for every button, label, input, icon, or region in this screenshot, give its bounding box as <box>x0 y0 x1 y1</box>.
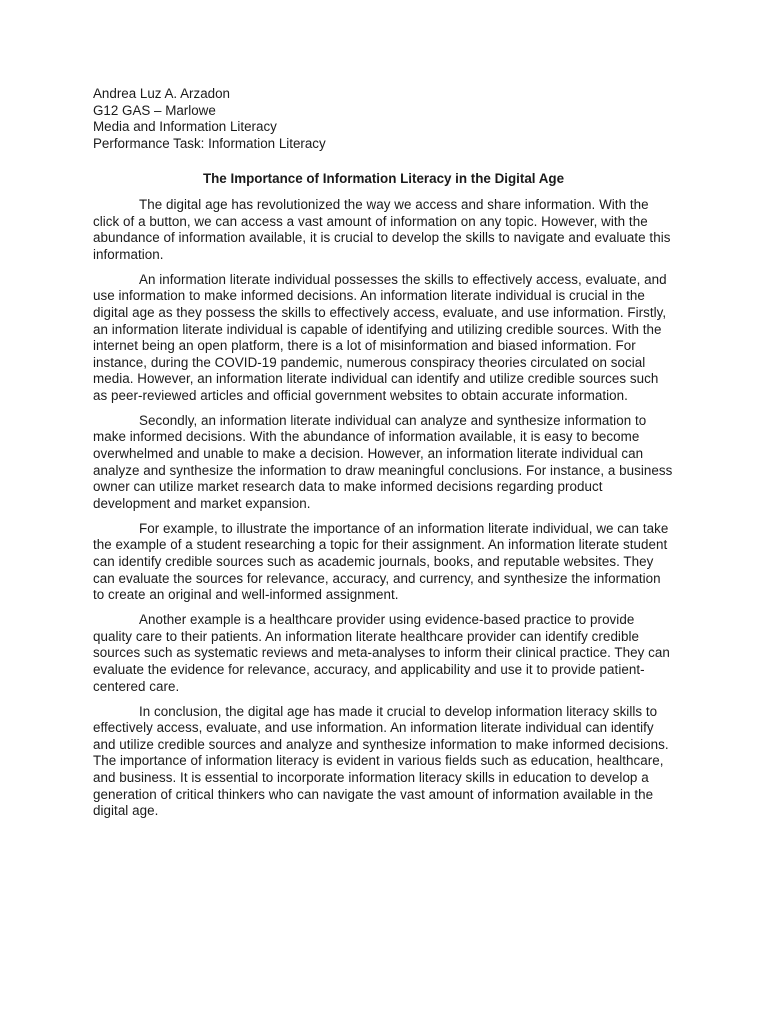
task-name: Performance Task: Information Literacy <box>93 135 326 151</box>
class-section: G12 GAS – Marlowe <box>93 102 216 118</box>
subject-name: Media and Information Literacy <box>93 119 277 135</box>
paragraph-conclusion: In conclusion, the digital age has made it crucial to develop information literacy skills to effectively access, evaluate, and use information. An information literate individual can identify and utilize credible sources and analyze and synthesize information to make informed decisions. The importance of information literacy is evident in various fields such as education, healthcare, and business. It is essential to incorporate information literacy skills in education to develop a generation of critical thinkers who can navigate the vast amount of information available in the digital age. <box>93 703 669 819</box>
paragraph-intro: The digital age has revolutionized the way we access and share information. With the click of a button, we can access a vast amount of information on any topic. However, with the abundance of information available, it is crucial to develop the skills to navigate and evaluate this information. <box>93 196 671 262</box>
paragraph-credible-sources: An information literate individual possesses the skills to effectively access, evaluate, and use information to make informed decisions. An information literate individual is crucial in the digital age as they possess the skills to effectively access, evaluate, and use information. Firstly, an information literate individual is capable of identifying and utilizing credible sources. With the internet being an open platform, there is a lot of misinformation and biased information. For instance, during the COVID-19 pandemic, numerous conspiracy theories circulated on social media. However, an information literate individual can identify and utilize credible sources such as peer-reviewed articles and official government websites to obtain accurate information. <box>93 271 667 403</box>
paragraph-student-example: For example, to illustrate the importance of an information literate individual, we can take the example of a student researching a topic for their assignment. An information literate student can identify credible sources such as academic journals, books, and reputable websites. They can evaluate the sources for relevance, accuracy, and currency, and synthesize the information to create an original and well-informed assignment. <box>93 520 669 603</box>
author-name: Andrea Luz A. Arzadon <box>93 86 230 101</box>
document-header <box>93 86 674 152</box>
document-body <box>93 197 674 820</box>
paragraph-analyze-synthesize: Secondly, an information literate individual can analyze and synthesize information to make informed decisions. With the abundance of information available, it is easy to become overwhelmed and unable to make a decision. However, an information literate individual can analyze and synthesize the information to draw meaningful conclusions. For instance, a business owner can utilize market research data to make informed decisions regarding product development and market expansion. <box>93 412 673 511</box>
paragraph-healthcare-example: Another example is a healthcare provider using evidence-based practice to provide quality care to their patients. An information literate healthcare provider can identify credible sources such as systematic reviews and meta-analyses to inform their clinical practice. They can evaluate the evidence for relevance, accuracy, and applicability and use it to provide patient-centered care. <box>93 612 670 694</box>
document-title: The Importance of Information Literacy in the Digital Age <box>202 171 565 187</box>
